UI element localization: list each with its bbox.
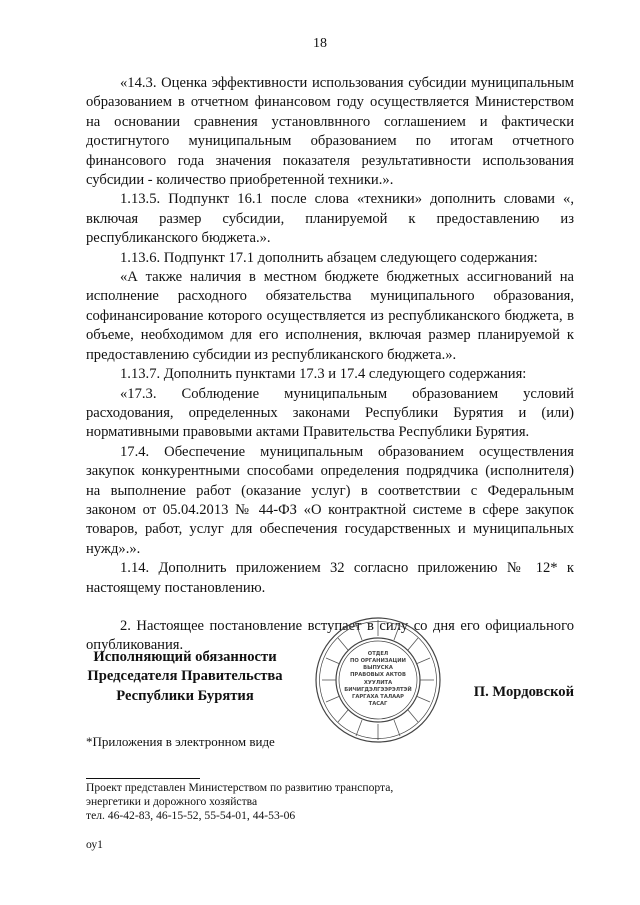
paragraph-1-13-5: 1.13.5. Подпункт 16.1 после слова «техники» дополнить словами «, включая размер субсидии, планируемой к предоставлению из республиканского бюджета.».	[86, 191, 574, 247]
signatory-name: П. Мордовской	[473, 684, 574, 700]
document-code: оу1	[86, 838, 103, 851]
attachment-note: *Приложения в электронном виде	[86, 734, 275, 749]
document-body	[86, 74, 574, 656]
footer-line: Проект представлен Министерством по развитию транспорта,	[86, 781, 394, 794]
official-seal-stamp	[312, 614, 444, 746]
paragraph-1-13-7: 1.13.7. Дополнить пунктами 17.3 и 17.4 следующего содержания:	[120, 366, 527, 383]
paragraph-1-13-6: 1.13.6. Подпункт 17.1 дополнить абзацем следующего содержания:	[120, 249, 538, 266]
paragraph-17-3: «17.3. Соблюдение муниципальным образованием условий расходования, определенных законами Республики Бурятия и (или) нормативными правовыми актами Правительства Республики Бурятия.	[86, 385, 574, 441]
signatory-position	[86, 648, 284, 706]
svg-text:БИЧИГДЭЛГЭЭРЭЛТЭЙ: БИЧИГДЭЛГЭЭРЭЛТЭЙ	[344, 687, 412, 693]
svg-text:ХУУЛИТА: ХУУЛИТА	[363, 680, 393, 686]
signatory-position-line: Республики Бурятия	[116, 687, 254, 704]
footer-line: энергетики и дорожного хозяйства	[86, 795, 258, 809]
footer-phone-line: тел. 46-42-83, 46-15-52, 55-54-01, 44-53-06	[86, 809, 296, 823]
page-number: 18	[313, 36, 327, 51]
signatory-position-line: Председателя Правительства	[87, 668, 283, 685]
svg-text:ОТДЕЛ: ОТДЕЛ	[367, 651, 389, 657]
paragraph-quote-budget: «А также наличия в местном бюджете бюджетных ассигнований на исполнение расходного обязательства муниципального образования, софинансирование которого осуществляется из республиканского бюджета, в объеме, необходимом для его исполнения, включая размер планируемой к предоставлению субсидии из республиканского бюджета.».	[86, 269, 574, 363]
paragraph-2-effective-date: 2. Настоящее постановление вступает в силу со дня его официального опубликования.	[86, 617, 574, 654]
paragraph-17-4: 17.4. Обеспечение муниципальным образованием осуществления закупок конкурентными способами определения подрядчика (исполнителя) на выполнение работ (оказание услуг) в соответствии с Федеральным законом от 05.04.2013 № 44-ФЗ «О контрактной системе в сфере закупок товаров, работ, услуг для обеспечения государственных и муниципальных нужд».».	[86, 443, 574, 557]
svg-text:ВЫПУСКА: ВЫПУСКА	[363, 665, 393, 671]
svg-text:ПРАВОВЫХ АКТОВ: ПРАВОВЫХ АКТОВ	[350, 672, 406, 678]
svg-text:ГАРГАХА ТАЛААР: ГАРГАХА ТАЛААР	[352, 694, 404, 700]
svg-text:ПО ОРГАНИЗАЦИИ: ПО ОРГАНИЗАЦИИ	[350, 658, 406, 664]
footer-divider	[86, 778, 200, 779]
paragraph-14-3: «14.3. Оценка эффективности использования субсидии муниципальным образованием в отчетном финансовом году осуществляется Министерством на основании сравнения установлвнного соглашением и фактически достигнутого муниципальным образованием по итогам отчетного финансового года значения показателя результативности использования субсидии - количество приобретенной техники.».	[86, 75, 574, 189]
signatory-position-line: Исполняющий обязанности	[93, 649, 277, 665]
footer-note	[86, 781, 506, 824]
paragraph-1-14: 1.14. Дополнить приложением 32 согласно приложению № 12* к настоящему постановлению.	[86, 560, 574, 596]
svg-text:ТАСАГ: ТАСАГ	[368, 701, 388, 707]
